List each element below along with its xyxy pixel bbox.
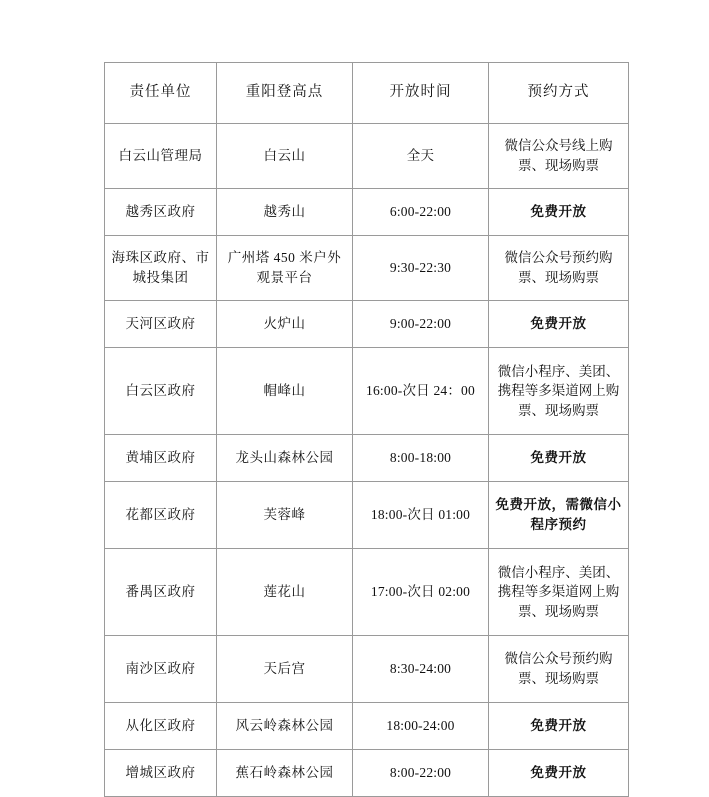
- cell-spot: 风云岭森林公园: [217, 703, 353, 750]
- table-row: [105, 703, 629, 750]
- cell-unit: 南沙区政府: [105, 636, 217, 703]
- schedule-table-wrapper: [104, 62, 628, 797]
- cell-unit: 从化区政府: [105, 703, 217, 750]
- cell-time: 9:30-22:30: [353, 236, 489, 301]
- table-row: [105, 236, 629, 301]
- table-row: [105, 348, 629, 435]
- column-header-booking: 预约方式: [489, 63, 629, 124]
- table-row: [105, 482, 629, 549]
- column-header-unit: 责任单位: [105, 63, 217, 124]
- cell-spot: 莲花山: [217, 549, 353, 636]
- cell-booking: 免费开放: [489, 189, 629, 236]
- cell-unit: 花都区政府: [105, 482, 217, 549]
- table-row: [105, 435, 629, 482]
- column-header-time: 开放时间: [353, 63, 489, 124]
- cell-spot: 蕉石岭森林公园: [217, 750, 353, 797]
- cell-booking: 微信公众号预约购票、现场购票: [489, 636, 629, 703]
- cell-time: 18:00-24:00: [353, 703, 489, 750]
- cell-spot: 龙头山森林公园: [217, 435, 353, 482]
- cell-unit: 黄埔区政府: [105, 435, 217, 482]
- cell-time: 8:00-18:00: [353, 435, 489, 482]
- table-header-row: [105, 63, 629, 124]
- table-row: [105, 189, 629, 236]
- cell-unit: 越秀区政府: [105, 189, 217, 236]
- table-row: [105, 636, 629, 703]
- cell-booking: 微信公众号线上购票、现场购票: [489, 124, 629, 189]
- cell-booking: 微信小程序、美团、携程等多渠道网上购票、现场购票: [489, 348, 629, 435]
- cell-spot: 天后宫: [217, 636, 353, 703]
- cell-time: 16:00-次日 24：00: [353, 348, 489, 435]
- cell-time: 全天: [353, 124, 489, 189]
- cell-time: 17:00-次日 02:00: [353, 549, 489, 636]
- cell-time: 8:00-22:00: [353, 750, 489, 797]
- cell-time: 18:00-次日 01:00: [353, 482, 489, 549]
- cell-booking: 免费开放: [489, 750, 629, 797]
- chongyang-climbing-spots-table: [104, 62, 629, 797]
- cell-spot: 帽峰山: [217, 348, 353, 435]
- cell-spot: 广州塔 450 米户外观景平台: [217, 236, 353, 301]
- table-row: [105, 549, 629, 636]
- cell-time: 6:00-22:00: [353, 189, 489, 236]
- table-row: [105, 750, 629, 797]
- cell-time: 9:00-22:00: [353, 301, 489, 348]
- cell-unit: 天河区政府: [105, 301, 217, 348]
- cell-booking: 免费开放: [489, 301, 629, 348]
- cell-unit: 白云山管理局: [105, 124, 217, 189]
- table-row: [105, 301, 629, 348]
- cell-booking: 微信公众号预约购票、现场购票: [489, 236, 629, 301]
- cell-unit: 番禺区政府: [105, 549, 217, 636]
- cell-time: 8:30-24:00: [353, 636, 489, 703]
- cell-unit: 海珠区政府、市城投集团: [105, 236, 217, 301]
- cell-booking: 微信小程序、美团、携程等多渠道网上购票、现场购票: [489, 549, 629, 636]
- cell-spot: 火炉山: [217, 301, 353, 348]
- column-header-spot: 重阳登高点: [217, 63, 353, 124]
- cell-spot: 白云山: [217, 124, 353, 189]
- cell-unit: 增城区政府: [105, 750, 217, 797]
- cell-booking: 免费开放: [489, 703, 629, 750]
- table-row: [105, 124, 629, 189]
- cell-booking: 免费开放，需微信小程序预约: [489, 482, 629, 549]
- cell-spot: 越秀山: [217, 189, 353, 236]
- cell-spot: 芙蓉峰: [217, 482, 353, 549]
- cell-unit: 白云区政府: [105, 348, 217, 435]
- cell-booking: 免费开放: [489, 435, 629, 482]
